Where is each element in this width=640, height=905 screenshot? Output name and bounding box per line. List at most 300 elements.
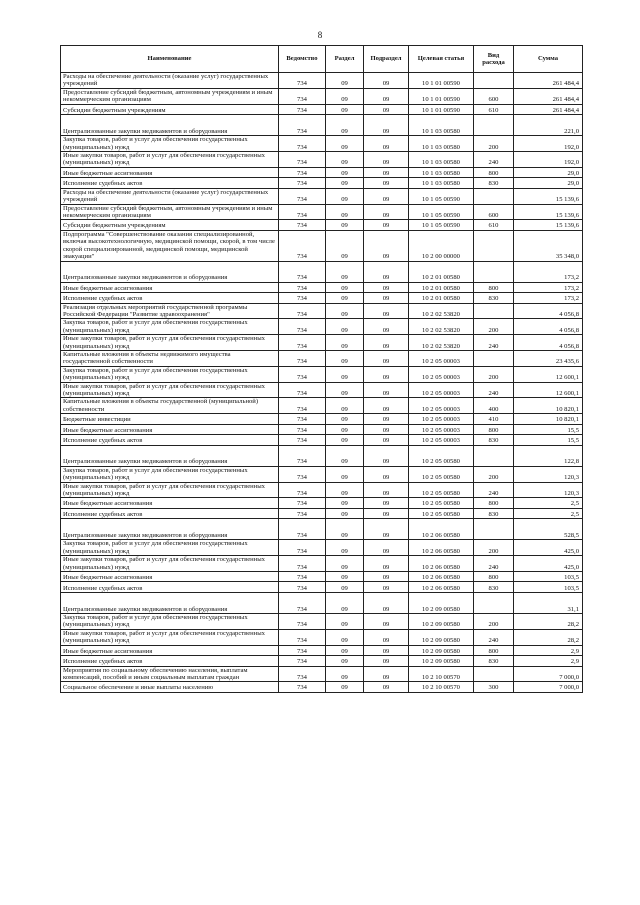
cell-sum: 12 600,1 — [514, 382, 583, 398]
cell-name: Иные бюджетные ассигнования — [61, 167, 279, 178]
cell-dept: 734 — [279, 366, 326, 382]
cell-sum: 10 820,1 — [514, 414, 583, 425]
cell-subsection: 09 — [364, 519, 409, 540]
table-row — [61, 445, 583, 466]
cell-sum: 28,2 — [514, 613, 583, 629]
cell-target: 10 2 09 00580 — [409, 613, 474, 629]
cell-name: Иные закупки товаров, работ и услуг для обеспечения государственных (муниципальных) нужд — [61, 556, 279, 572]
cell-target: 10 2 05 00003 — [409, 382, 474, 398]
cell-name: Иные бюджетные ассигнования — [61, 282, 279, 293]
table-row — [61, 382, 583, 398]
cell-sum: 4 056,8 — [514, 319, 583, 335]
cell-sum: 103,5 — [514, 571, 583, 582]
table-row — [61, 178, 583, 189]
cell-name: Исполнение судебных актов — [61, 656, 279, 667]
cell-sum: 15 139,6 — [514, 220, 583, 231]
table-row — [61, 482, 583, 498]
cell-target: 10 2 10 00570 — [409, 666, 474, 682]
cell-target: 10 2 01 00580 — [409, 282, 474, 293]
cell-exp-type: 200 — [474, 319, 514, 335]
cell-target: 10 2 05 00580 — [409, 508, 474, 519]
cell-subsection: 09 — [364, 656, 409, 667]
cell-exp-type: 800 — [474, 498, 514, 509]
cell-sum: 4 056,8 — [514, 335, 583, 351]
cell-target: 10 2 05 00003 — [409, 366, 474, 382]
cell-subsection: 09 — [364, 293, 409, 304]
cell-target: 10 2 02 53820 — [409, 335, 474, 351]
table-row — [61, 629, 583, 645]
cell-subsection: 09 — [364, 540, 409, 556]
cell-subsection: 09 — [364, 220, 409, 231]
cell-target: 10 2 05 00580 — [409, 498, 474, 509]
cell-sum: 425,0 — [514, 540, 583, 556]
cell-exp-type: 830 — [474, 178, 514, 189]
cell-exp-type — [474, 73, 514, 89]
cell-dept: 734 — [279, 220, 326, 231]
cell-exp-type: 600 — [474, 204, 514, 220]
cell-subsection: 09 — [364, 556, 409, 572]
cell-dept: 734 — [279, 398, 326, 414]
cell-target: 10 2 06 00580 — [409, 571, 474, 582]
cell-name: Централизованные закупки медикаментов и оборудования — [61, 115, 279, 136]
cell-subsection: 09 — [364, 88, 409, 104]
cell-section: 09 — [326, 282, 364, 293]
table-row — [61, 204, 583, 220]
cell-exp-type — [474, 303, 514, 319]
cell-subsection: 09 — [364, 398, 409, 414]
table-row — [61, 73, 583, 89]
cell-subsection: 09 — [364, 498, 409, 509]
cell-target: 10 1 03 00580 — [409, 136, 474, 152]
cell-section: 09 — [326, 398, 364, 414]
cell-subsection: 09 — [364, 382, 409, 398]
cell-subsection: 09 — [364, 592, 409, 613]
cell-name: Субсидии бюджетным учреждениям — [61, 104, 279, 115]
cell-exp-type — [474, 519, 514, 540]
cell-target: 10 2 05 00580 — [409, 445, 474, 466]
cell-dept: 734 — [279, 167, 326, 178]
cell-exp-type: 240 — [474, 629, 514, 645]
cell-section: 09 — [326, 178, 364, 189]
cell-subsection: 09 — [364, 445, 409, 466]
cell-dept: 734 — [279, 136, 326, 152]
cell-target: 10 2 05 00003 — [409, 424, 474, 435]
table-row — [61, 466, 583, 482]
header-subsection: Подраздел — [364, 46, 409, 73]
cell-target: 10 1 01 00590 — [409, 88, 474, 104]
cell-subsection: 09 — [364, 115, 409, 136]
cell-target: 10 2 05 00580 — [409, 466, 474, 482]
cell-section: 09 — [326, 414, 364, 425]
cell-exp-type: 200 — [474, 366, 514, 382]
cell-sum: 192,0 — [514, 151, 583, 167]
cell-section: 09 — [326, 151, 364, 167]
cell-target: 10 2 00 00000 — [409, 230, 474, 261]
cell-subsection: 09 — [364, 104, 409, 115]
cell-target: 10 1 03 00580 — [409, 167, 474, 178]
cell-sum: 15 139,6 — [514, 204, 583, 220]
header-exp-type: Вид расхода — [474, 46, 514, 73]
header-dept: Ведомство — [279, 46, 326, 73]
cell-exp-type — [474, 261, 514, 282]
cell-section: 09 — [326, 582, 364, 593]
cell-target: 10 1 05 00590 — [409, 204, 474, 220]
cell-section: 09 — [326, 645, 364, 656]
cell-name: Реализация отдельных мероприятий государственной программы Российской Федерации "Развитие здравоохранения" — [61, 303, 279, 319]
cell-dept: 734 — [279, 88, 326, 104]
cell-target: 10 2 06 00580 — [409, 540, 474, 556]
cell-sum: 120,3 — [514, 466, 583, 482]
cell-target: 10 2 05 00003 — [409, 435, 474, 446]
cell-name: Исполнение судебных актов — [61, 582, 279, 593]
cell-section: 09 — [326, 556, 364, 572]
cell-section: 09 — [326, 508, 364, 519]
cell-subsection: 09 — [364, 414, 409, 425]
cell-exp-type: 400 — [474, 398, 514, 414]
budget-table — [60, 45, 583, 693]
cell-sum: 4 056,8 — [514, 303, 583, 319]
cell-sum: 7 000,0 — [514, 666, 583, 682]
cell-section: 09 — [326, 261, 364, 282]
cell-exp-type: 800 — [474, 645, 514, 656]
cell-target: 10 1 03 00580 — [409, 115, 474, 136]
cell-sum: 35 348,0 — [514, 230, 583, 261]
cell-exp-type: 240 — [474, 482, 514, 498]
cell-exp-type: 200 — [474, 136, 514, 152]
cell-sum: 15,5 — [514, 435, 583, 446]
cell-exp-type: 410 — [474, 414, 514, 425]
cell-exp-type — [474, 445, 514, 466]
cell-exp-type — [474, 350, 514, 366]
table-row — [61, 366, 583, 382]
cell-exp-type: 240 — [474, 151, 514, 167]
cell-target: 10 2 02 53820 — [409, 319, 474, 335]
cell-sum: 528,5 — [514, 519, 583, 540]
cell-subsection: 09 — [364, 178, 409, 189]
cell-exp-type — [474, 115, 514, 136]
cell-name: Субсидии бюджетным учреждениям — [61, 220, 279, 231]
cell-exp-type — [474, 230, 514, 261]
cell-subsection: 09 — [364, 508, 409, 519]
cell-exp-type: 200 — [474, 613, 514, 629]
cell-sum: 29,0 — [514, 167, 583, 178]
cell-target: 10 2 06 00580 — [409, 556, 474, 572]
cell-section: 09 — [326, 220, 364, 231]
cell-exp-type: 830 — [474, 435, 514, 446]
cell-name: Закупка товаров, работ и услуг для обеспечения государственных (муниципальных) нужд — [61, 540, 279, 556]
cell-name: Централизованные закупки медикаментов и оборудования — [61, 592, 279, 613]
cell-target: 10 2 05 00003 — [409, 398, 474, 414]
table-row — [61, 167, 583, 178]
cell-exp-type: 200 — [474, 540, 514, 556]
cell-dept: 734 — [279, 319, 326, 335]
table-row — [61, 571, 583, 582]
table-row — [61, 115, 583, 136]
cell-subsection: 09 — [364, 645, 409, 656]
cell-name: Капитальные вложения в объекты государственной (муниципальной) собственности — [61, 398, 279, 414]
cell-name: Закупка товаров, работ и услуг для обеспечения государственных (муниципальных) нужд — [61, 466, 279, 482]
cell-sum: 261 484,4 — [514, 88, 583, 104]
cell-dept: 734 — [279, 466, 326, 482]
cell-name: Централизованные закупки медикаментов и оборудования — [61, 445, 279, 466]
cell-subsection: 09 — [364, 682, 409, 693]
cell-sum: 31,1 — [514, 592, 583, 613]
cell-subsection: 09 — [364, 629, 409, 645]
table-row — [61, 261, 583, 282]
cell-target: 10 2 06 00580 — [409, 582, 474, 593]
cell-sum: 103,5 — [514, 582, 583, 593]
cell-name: Иные закупки товаров, работ и услуг для обеспечения государственных (муниципальных) нужд — [61, 151, 279, 167]
cell-subsection: 09 — [364, 466, 409, 482]
header-sum: Сумма — [514, 46, 583, 73]
cell-section: 09 — [326, 104, 364, 115]
cell-name: Предоставление субсидий бюджетным, автономным учреждениям и иным некоммерческим организациям — [61, 88, 279, 104]
cell-dept: 734 — [279, 445, 326, 466]
table-row — [61, 540, 583, 556]
table-row — [61, 424, 583, 435]
cell-exp-type: 240 — [474, 556, 514, 572]
cell-exp-type: 800 — [474, 167, 514, 178]
cell-name: Иные закупки товаров, работ и услуг для обеспечения государственных (муниципальных) нужд — [61, 335, 279, 351]
cell-name: Расходы на обеспечение деятельности (оказание услуг) государственных учреждений — [61, 188, 279, 204]
cell-dept: 734 — [279, 303, 326, 319]
cell-target: 10 2 10 00570 — [409, 682, 474, 693]
cell-dept: 734 — [279, 73, 326, 89]
cell-name: Исполнение судебных актов — [61, 178, 279, 189]
table-row — [61, 682, 583, 693]
cell-sum: 173,2 — [514, 293, 583, 304]
table-row — [61, 613, 583, 629]
cell-target: 10 2 09 00580 — [409, 629, 474, 645]
cell-subsection: 09 — [364, 424, 409, 435]
cell-name: Социальное обеспечение и иные выплаты населению — [61, 682, 279, 693]
cell-subsection: 09 — [364, 188, 409, 204]
cell-subsection: 09 — [364, 230, 409, 261]
table-row — [61, 282, 583, 293]
cell-name: Иные закупки товаров, работ и услуг для обеспечения государственных (муниципальных) нужд — [61, 382, 279, 398]
cell-subsection: 09 — [364, 571, 409, 582]
table-row — [61, 151, 583, 167]
cell-dept: 734 — [279, 613, 326, 629]
cell-sum: 29,0 — [514, 178, 583, 189]
header-name: Наименование — [61, 46, 279, 73]
cell-section: 09 — [326, 335, 364, 351]
table-row — [61, 592, 583, 613]
table-row — [61, 335, 583, 351]
cell-dept: 734 — [279, 261, 326, 282]
cell-sum: 2,9 — [514, 656, 583, 667]
cell-section: 09 — [326, 656, 364, 667]
cell-section: 09 — [326, 382, 364, 398]
cell-section: 09 — [326, 682, 364, 693]
cell-exp-type: 240 — [474, 335, 514, 351]
cell-section: 09 — [326, 319, 364, 335]
cell-section: 09 — [326, 204, 364, 220]
table-row — [61, 519, 583, 540]
cell-section: 09 — [326, 230, 364, 261]
cell-subsection: 09 — [364, 204, 409, 220]
cell-sum: 425,0 — [514, 556, 583, 572]
cell-dept: 734 — [279, 540, 326, 556]
cell-subsection: 09 — [364, 666, 409, 682]
cell-section: 09 — [326, 592, 364, 613]
cell-name: Иные закупки товаров, работ и услуг для обеспечения государственных (муниципальных) нужд — [61, 482, 279, 498]
cell-target: 10 2 05 00580 — [409, 482, 474, 498]
cell-section: 09 — [326, 188, 364, 204]
cell-section: 09 — [326, 303, 364, 319]
cell-subsection: 09 — [364, 366, 409, 382]
cell-section: 09 — [326, 366, 364, 382]
cell-subsection: 09 — [364, 482, 409, 498]
cell-name: Иные бюджетные ассигнования — [61, 498, 279, 509]
table-row — [61, 293, 583, 304]
cell-sum: 10 820,1 — [514, 398, 583, 414]
table-body — [61, 73, 583, 693]
cell-name: Закупка товаров, работ и услуг для обеспечения государственных (муниципальных) нужд — [61, 136, 279, 152]
table-row — [61, 319, 583, 335]
cell-sum: 122,8 — [514, 445, 583, 466]
cell-sum: 15 139,6 — [514, 188, 583, 204]
cell-exp-type — [474, 666, 514, 682]
table-row — [61, 582, 583, 593]
table-row — [61, 136, 583, 152]
cell-target: 10 2 09 00580 — [409, 592, 474, 613]
cell-name: Закупка товаров, работ и услуг для обеспечения государственных (муниципальных) нужд — [61, 613, 279, 629]
cell-dept: 734 — [279, 629, 326, 645]
cell-exp-type: 610 — [474, 104, 514, 115]
cell-name: Закупка товаров, работ и услуг для обеспечения государственных (муниципальных) нужд — [61, 366, 279, 382]
cell-target: 10 2 06 00580 — [409, 519, 474, 540]
cell-name: Закупка товаров, работ и услуг для обеспечения государственных (муниципальных) нужд — [61, 319, 279, 335]
cell-dept: 734 — [279, 282, 326, 293]
table-row — [61, 220, 583, 231]
cell-target: 10 2 09 00580 — [409, 656, 474, 667]
cell-dept: 734 — [279, 204, 326, 220]
cell-dept: 734 — [279, 645, 326, 656]
cell-sum: 261 484,4 — [514, 73, 583, 89]
cell-exp-type: 200 — [474, 466, 514, 482]
table-row — [61, 350, 583, 366]
cell-target: 10 1 03 00580 — [409, 178, 474, 189]
cell-exp-type — [474, 188, 514, 204]
cell-exp-type: 300 — [474, 682, 514, 693]
cell-section: 09 — [326, 540, 364, 556]
cell-name: Иные закупки товаров, работ и услуг для обеспечения государственных (муниципальных) нужд — [61, 629, 279, 645]
cell-section: 09 — [326, 519, 364, 540]
cell-target: 10 2 09 00580 — [409, 645, 474, 656]
cell-dept: 734 — [279, 571, 326, 582]
cell-exp-type: 600 — [474, 88, 514, 104]
cell-subsection: 09 — [364, 435, 409, 446]
cell-subsection: 09 — [364, 319, 409, 335]
cell-exp-type: 830 — [474, 508, 514, 519]
table-row — [61, 666, 583, 682]
cell-subsection: 09 — [364, 613, 409, 629]
cell-dept: 734 — [279, 582, 326, 593]
cell-target: 10 2 05 00003 — [409, 350, 474, 366]
cell-subsection: 09 — [364, 136, 409, 152]
cell-sum: 2,5 — [514, 508, 583, 519]
cell-name: Капитальные вложения в объекты недвижимого имущества государственной собственности — [61, 350, 279, 366]
cell-dept: 734 — [279, 151, 326, 167]
cell-dept: 734 — [279, 508, 326, 519]
cell-dept: 734 — [279, 350, 326, 366]
cell-subsection: 09 — [364, 261, 409, 282]
cell-target: 10 1 05 00590 — [409, 188, 474, 204]
cell-sum: 28,2 — [514, 629, 583, 645]
cell-subsection: 09 — [364, 303, 409, 319]
cell-dept: 734 — [279, 188, 326, 204]
cell-name: Исполнение судебных актов — [61, 508, 279, 519]
cell-name: Исполнение судебных актов — [61, 435, 279, 446]
cell-target: 10 1 01 00590 — [409, 73, 474, 89]
cell-section: 09 — [326, 498, 364, 509]
cell-name: Иные бюджетные ассигнования — [61, 424, 279, 435]
cell-name: Бюджетные инвестиции — [61, 414, 279, 425]
cell-dept: 734 — [279, 424, 326, 435]
cell-name: Централизованные закупки медикаментов и оборудования — [61, 261, 279, 282]
cell-dept: 734 — [279, 682, 326, 693]
cell-exp-type: 800 — [474, 571, 514, 582]
table-row — [61, 435, 583, 446]
table-row — [61, 645, 583, 656]
cell-sum: 2,9 — [514, 645, 583, 656]
cell-dept: 734 — [279, 230, 326, 261]
cell-section: 09 — [326, 445, 364, 466]
cell-section: 09 — [326, 88, 364, 104]
cell-target: 10 1 01 00590 — [409, 104, 474, 115]
cell-sum: 173,2 — [514, 261, 583, 282]
cell-dept: 734 — [279, 592, 326, 613]
cell-target: 10 1 03 00580 — [409, 151, 474, 167]
cell-section: 09 — [326, 482, 364, 498]
cell-exp-type: 800 — [474, 282, 514, 293]
cell-dept: 734 — [279, 435, 326, 446]
cell-section: 09 — [326, 293, 364, 304]
cell-dept: 734 — [279, 293, 326, 304]
cell-name: Централизованные закупки медикаментов и оборудования — [61, 519, 279, 540]
cell-section: 09 — [326, 424, 364, 435]
cell-section: 09 — [326, 350, 364, 366]
cell-sum: 15,5 — [514, 424, 583, 435]
cell-subsection: 09 — [364, 167, 409, 178]
cell-subsection: 09 — [364, 335, 409, 351]
cell-subsection: 09 — [364, 151, 409, 167]
table-row — [61, 498, 583, 509]
cell-dept: 734 — [279, 414, 326, 425]
table-row — [61, 88, 583, 104]
cell-name: Мероприятия по социальному обеспечению населения, выплатам компенсаций, пособий и иным социальным выплатам граждан — [61, 666, 279, 682]
table-row — [61, 188, 583, 204]
cell-exp-type: 240 — [474, 382, 514, 398]
cell-dept: 734 — [279, 556, 326, 572]
cell-name: Предоставление субсидий бюджетным, автономным учреждениям и иным некоммерческим организациям — [61, 204, 279, 220]
cell-name: Иные бюджетные ассигнования — [61, 571, 279, 582]
cell-target: 10 2 02 53820 — [409, 303, 474, 319]
table-row — [61, 398, 583, 414]
cell-subsection: 09 — [364, 582, 409, 593]
cell-dept: 734 — [279, 178, 326, 189]
cell-dept: 734 — [279, 382, 326, 398]
cell-exp-type: 610 — [474, 220, 514, 231]
table-row — [61, 230, 583, 261]
cell-dept: 734 — [279, 656, 326, 667]
cell-section: 09 — [326, 629, 364, 645]
cell-section: 09 — [326, 115, 364, 136]
table-row — [61, 104, 583, 115]
cell-exp-type — [474, 592, 514, 613]
cell-section: 09 — [326, 167, 364, 178]
